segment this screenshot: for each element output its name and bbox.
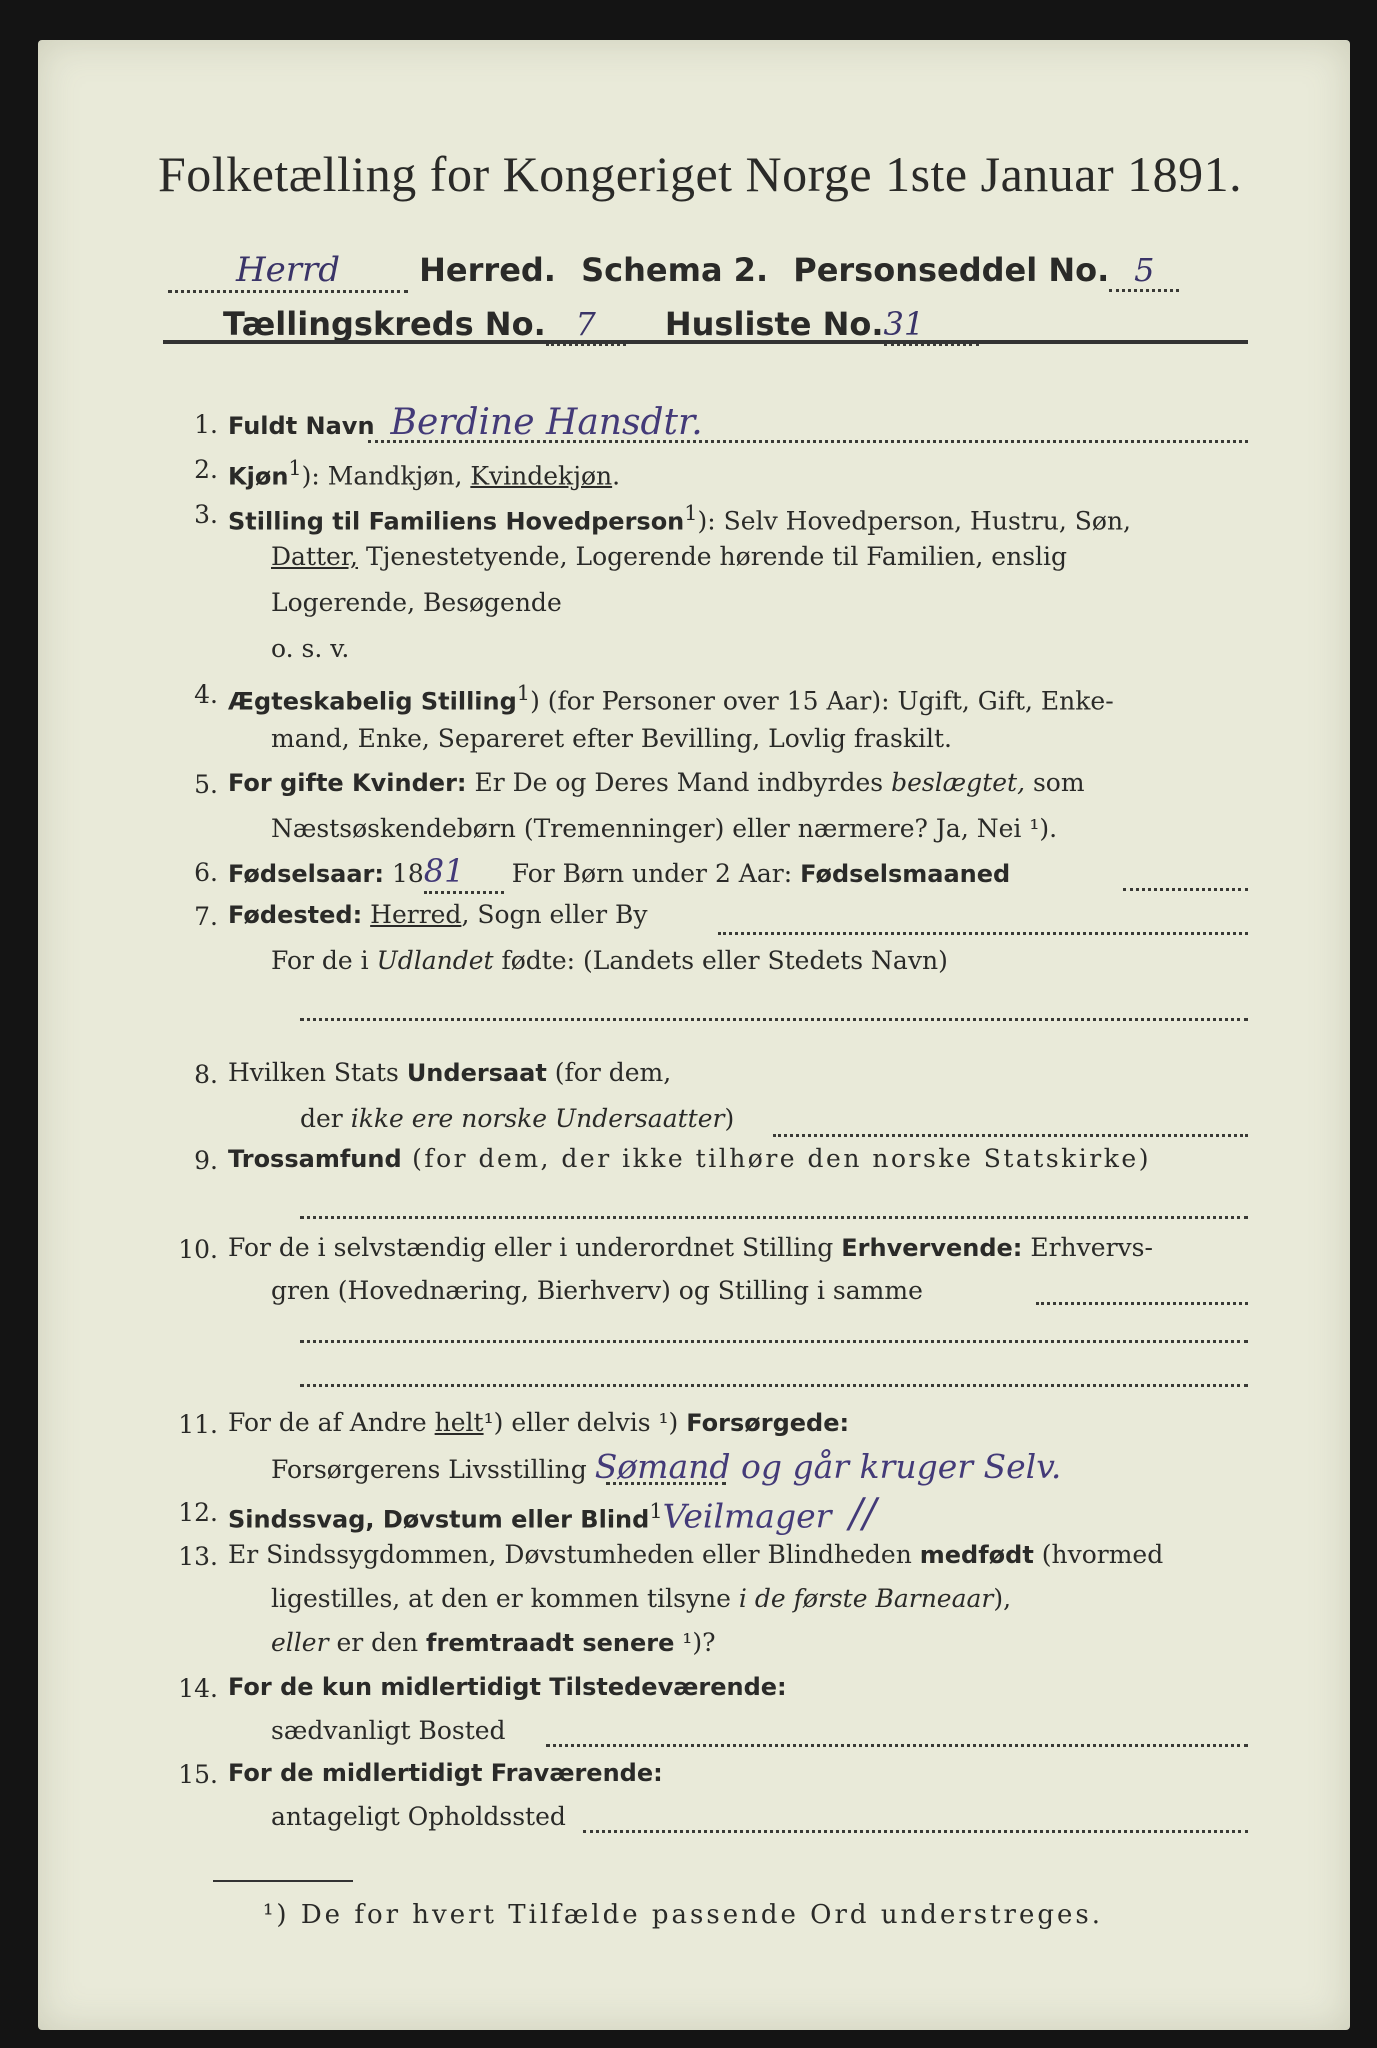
item-8-text-2a: der [300,1104,351,1133]
item-6-month-label: Fødselsmaaned [800,860,1011,888]
item-10-label: Erhvervende: [841,1234,1023,1262]
item-6-dotline [1123,888,1248,891]
item-7-line2 [271,944,948,978]
personseddel-value: 5 [1134,251,1155,289]
form-title: Folketælling for Kongeriget Norge 1ste Januar 1891. [158,146,1243,202]
item-7-text-2c: fødte: (Landets eller Stedets Navn) [493,946,948,975]
item-2-text-b: Kvindekjøn [470,461,613,491]
item-8-number: 8. [194,1060,218,1089]
item-10-text-c: Erhvervs- [1022,1233,1153,1262]
item-8-text-c: (for dem, [546,1058,672,1087]
item-5-line2: Næstsøskendebørn (Tremenninger) eller nærmere? Ja, Nei ¹). [271,814,1058,843]
item-8-line1 [228,1056,671,1090]
item-12-value: Veilmager [662,1496,832,1536]
item-10-dotline-1 [1036,1302,1248,1305]
item-7-text-2b: Udlandet [376,946,494,975]
item-15-line1 [228,1756,663,1790]
item-1-full-name [228,402,703,443]
item-6-label: Fødselsaar: [228,860,384,888]
item-5-text-c: som [1025,768,1085,797]
item-10-text-a: For de i selvstændig eller i underordnet Stilling [228,1233,842,1262]
item-10-line2: gren (Hovednæring, Bierhverv) og Stilling i samme [271,1276,923,1305]
item-10-line1 [228,1231,1153,1265]
item-3-text-2: Tjenestetyende, Logerende hørende til Familien, enslig [358,542,1068,571]
item-10-dotline-2 [300,1340,1248,1343]
item-6-number: 6. [194,858,218,887]
item-6-value: 81 [423,852,465,890]
item-13-line1 [228,1538,1163,1572]
item-13-line3 [271,1626,716,1660]
item-1-number: 1. [194,410,218,439]
item-7-dotline-1 [718,932,1248,935]
item-5-label: For gifte Kvinder: [228,769,467,797]
item-2-text-c: . [612,461,621,491]
item-3-line1 [228,496,1131,538]
item-8-text-2b: ikke ere norske Undersaatter [350,1104,725,1133]
item-1-label: Fuldt Navn [228,412,375,440]
item-15-label: For de midlertidigt Fraværende: [228,1759,663,1787]
item-8-line2 [300,1102,734,1136]
item-9-dotline [300,1216,1248,1219]
item-12-pen-marks: // [849,1491,877,1538]
item-2-label: Kjøn [228,462,289,491]
item-11-line1 [228,1406,849,1440]
item-4-line2: mand, Enke, Separeret efter Bevilling, Lovlig fraskilt. [271,724,952,753]
header-rule [163,340,1248,344]
item-7-line1 [228,898,648,932]
item-4-label: Ægteskabelig Stilling [228,687,517,716]
item-2-gender [228,451,620,493]
item-6-field [424,854,504,894]
item-13-text-c: (hvormed [1033,1540,1164,1569]
item-3-datter: Datter, [271,542,358,571]
item-11-label: Forsørgede: [686,1409,850,1437]
item-3-label: Stilling til Familiens Hovedperson [228,507,685,536]
item-8-text-2c: ) [724,1104,735,1133]
herred-field [168,250,408,293]
item-13-text-a: Er Sindssygdommen, Døvstumheden eller Blindheden [228,1540,920,1569]
item-13-text-3b: er den [328,1628,427,1657]
item-3-number: 3. [194,500,218,529]
item-13-text-2a: ligestilles, at den er kommen tilsyne [271,1584,739,1613]
footnote: ¹) De for hvert Tilfælde passende Ord understreges. [263,1900,1104,1930]
herred-line [168,250,1179,293]
schema-label: Schema 2. [581,251,769,289]
item-14-label: For de kun midlertidigt Tilstedeværende: [228,1673,787,1701]
item-3-sup: 1 [684,501,698,525]
item-4-number: 4. [194,680,218,709]
item-11-number: 11. [178,1410,218,1439]
herred-value: Herrd [235,250,341,290]
item-5-text-b: beslægtet, [891,768,1026,797]
item-1-dotline [368,440,1248,443]
husliste-label: Husliste No. [664,305,884,343]
item-6-prefix: 18 [384,859,424,888]
item-14-dotline [546,1744,1248,1747]
herred-label: Herred. [419,251,556,289]
item-12-number: 12. [178,1498,218,1527]
item-7-label: Fødested: [228,901,363,929]
husliste-value: 31 [883,305,925,343]
item-11-text-2: Forsørgerens Livsstilling [271,1455,587,1484]
item-14-number: 14. [178,1674,218,1703]
kreds-label: Tællingskreds No. [223,305,546,343]
item-8-label: Undersaat [406,1059,547,1087]
item-7-herred: Herred [370,900,462,929]
item-14-line2: sædvanligt Bosted [271,1716,506,1745]
item-5-line1 [228,766,1085,800]
personseddel-label: Personseddel No. [793,251,1110,289]
item-8-text-a: Hvilken Stats [228,1058,407,1087]
item-14-line1 [228,1670,787,1704]
item-12-label: Sindssvag, Døvstum eller Blind [228,1505,650,1534]
item-15-dotline [583,1830,1248,1833]
item-9-text: (for dem, der ikke tilhøre den norske Statskirke) [401,1144,1151,1173]
item-11-helt: helt [434,1408,484,1437]
item-3-line3: Logerende, Besøgende [271,588,562,617]
item-15-number: 15. [178,1760,218,1789]
item-2-number: 2. [194,455,218,484]
item-4-text-1: ) (for Personer over 15 Aar): Ugift, Gift, Enke- [530,686,1114,716]
item-12-line1 [228,1491,877,1538]
item-3-text-1: ): Selv Hovedperson, Hustru, Søn, [697,506,1132,536]
item-5-text-a: Er De og Deres Mand indbyrdes [466,768,892,797]
item-9-number: 9. [194,1146,218,1175]
item-6-birthyear [228,854,1010,894]
item-10-dotline-3 [300,1384,1248,1387]
item-11-text-a: For de af Andre [228,1408,435,1437]
item-1-value: Berdine Hansdtr. [390,402,703,443]
item-5-number: 5. [194,770,218,799]
item-7-dotline-2 [300,1018,1248,1021]
census-form [38,40,1350,2030]
item-10-number: 10. [178,1235,218,1264]
item-13-number: 13. [178,1542,218,1571]
item-13-text-3d: ¹)? [674,1628,716,1657]
item-9-label: Trossamfund [228,1145,402,1173]
item-7-text: , Sogn eller By [461,900,648,929]
item-8-dotline [773,1134,1248,1137]
item-4-line1 [228,676,1114,718]
item-2-sup: 1 [288,456,302,480]
item-11-dotline [606,1482,726,1485]
item-3-line2 [271,540,1067,574]
personseddel-field [1109,251,1179,292]
item-13-label: medfødt [919,1541,1034,1569]
item-11-text-c: ¹) eller delvis ¹) [483,1408,687,1437]
kreds-value: 7 [575,305,596,343]
item-4-sup: 1 [516,681,531,705]
item-13-text-3a: eller [271,1628,329,1657]
item-3-line4: o. s. v. [271,634,350,663]
item-13-text-2c: ), [993,1584,1012,1613]
item-13-text-3c: fremtraadt senere [426,1629,675,1657]
item-6-text: For Børn under 2 Aar: [503,859,801,888]
item-7-text-2a: For de i [271,946,377,975]
item-12-sup: 1 [649,1499,663,1523]
footnote-rule [213,1880,353,1882]
item-2-text-a: ): Mandkjøn, [301,461,471,491]
item-9-line1 [228,1142,1151,1176]
item-7-number: 7. [194,902,218,931]
item-13-text-2b: i de første Barneaar [738,1584,994,1613]
item-15-line2: antageligt Opholdssted [271,1802,566,1831]
item-11-value: Sømand og går kruger Selv. [594,1447,1062,1486]
item-13-line2 [271,1582,1011,1616]
